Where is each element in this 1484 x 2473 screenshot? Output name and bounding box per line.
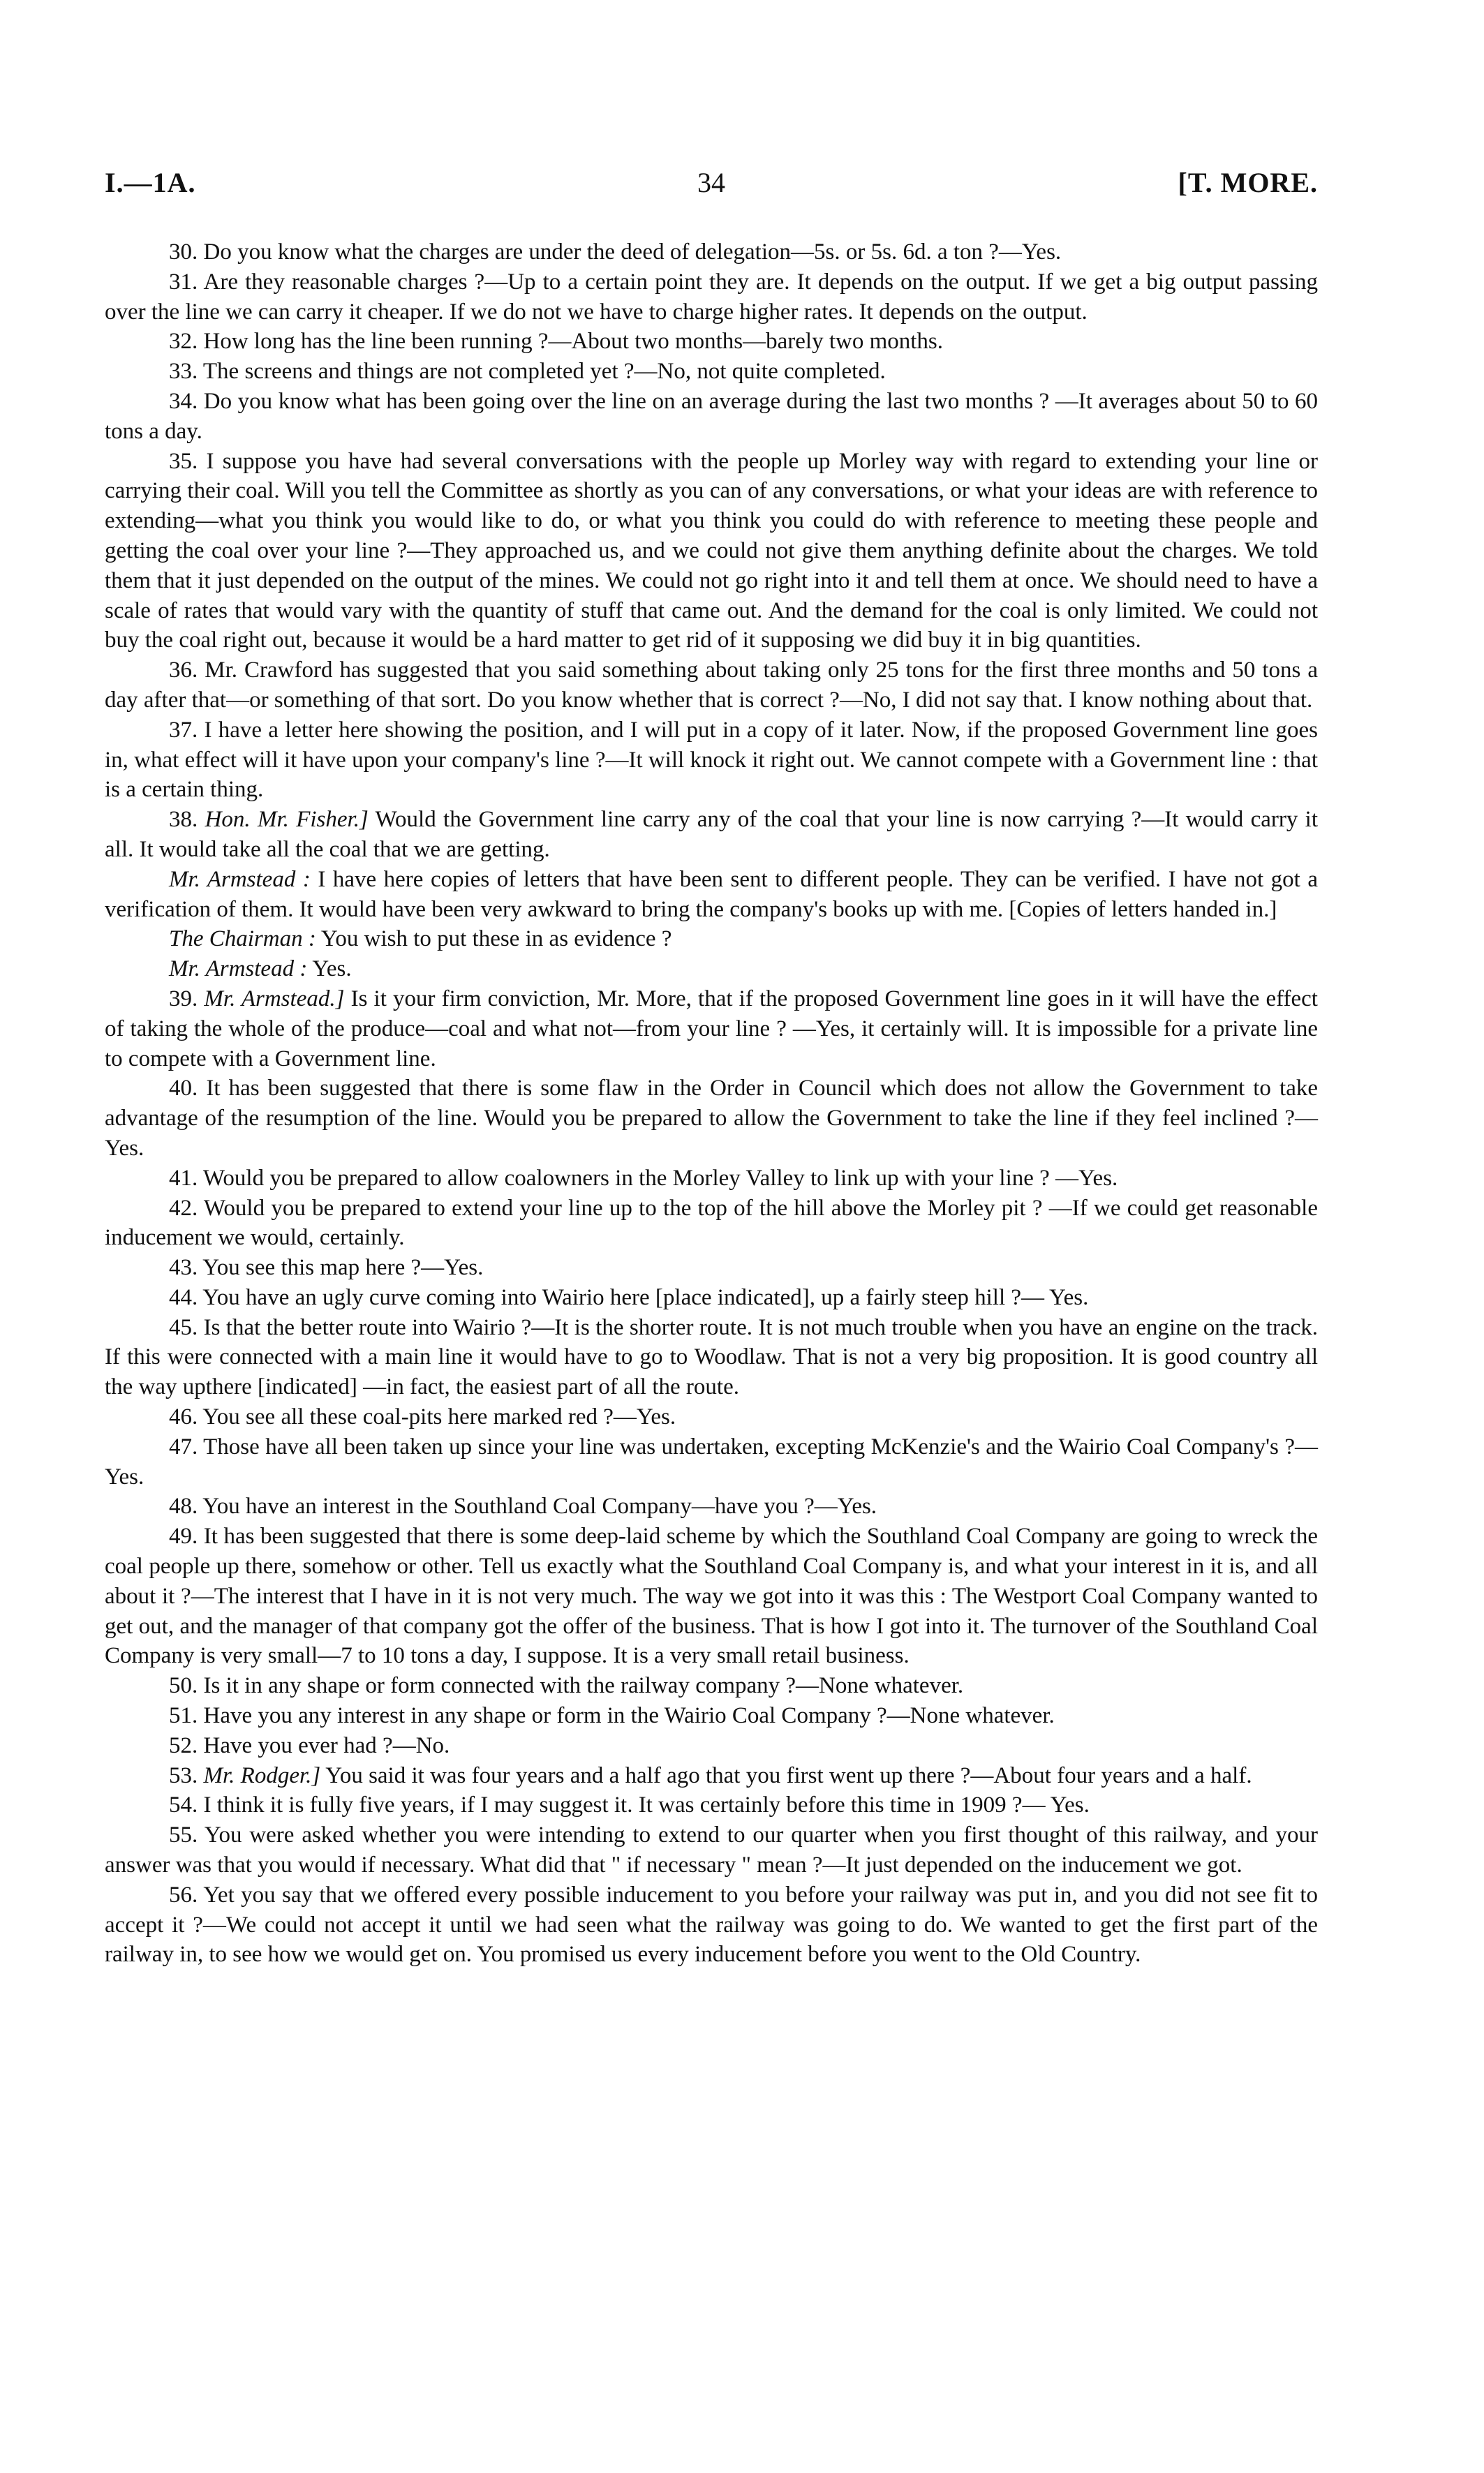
paragraph-50: 50. Is it in any shape or form connected with the railway company ?—None whatever. xyxy=(169,1673,964,1699)
paragraph-42: 42. Would you be prepared to extend your line up to the top of the hill above the Morley pit ? —If we could get reasonable inducement we would, certainly. xyxy=(105,1195,1318,1251)
paragraph-30: 30. Do you know what the charges are under the deed of delegation—5s. or 5s. 6d. a ton ?—Yes. xyxy=(169,239,1062,265)
paragraph-40: 40. It has been suggested that there is some flaw in the Order in Council which does not allow the Government to take advantage of the resumption of the line. Would you be prepared to allow the Government to take the line if they feel inclined ?—Yes. xyxy=(105,1076,1318,1161)
paragraph-48: 48. You have an interest in the Southland Coal Company—have you ?—Yes. xyxy=(169,1494,877,1520)
page-number: 34 xyxy=(697,167,725,198)
paragraph-43: 43. You see this map here ?—Yes. xyxy=(169,1255,484,1281)
speaker-label: The Chairman : xyxy=(169,926,316,952)
paragraph-44: 44. You have an ugly curve coming into Wairio here [place indicated], up a fairly steep hill ?— Yes. xyxy=(169,1284,1089,1310)
paragraph-38: 38. Hon. Mr. Fisher.] Would the Government line carry any of the coal that your line is now carrying ?—It would carry it all. It would take all the coal that we are getting. xyxy=(105,807,1318,862)
paragraph-46: 46. You see all these coal-pits here marked red ?—Yes. xyxy=(169,1404,676,1430)
paragraph-51: 51. Have you any interest in any shape or form in the Wairio Coal Company ?—None whatever. xyxy=(169,1703,1055,1729)
statement-armstead-reply: Mr. Armstead : Yes. xyxy=(169,956,352,982)
page-header xyxy=(105,166,1318,208)
paragraph-49: 49. It has been suggested that there is some deep-laid scheme by which the Southland Coal Company are going to wreck the coal people up there, somehow or other. Tell us exactly what the Southland Coal Company is, and what your interest in it is, and all about it ?—The interest that I have in it is not very much. The way we got into it was this : The Westport Coal Company wanted to get out, and the manager of that company got the offer of the business. That is how I got into it. The turnover of the Southland Coal Company is very small—7 to 10 tons a day, I suppose. It is a very small retail business. xyxy=(105,1524,1318,1669)
speaker-label: Mr. Armstead.] xyxy=(204,986,345,1011)
paragraph-36: 36. Mr. Crawford has suggested that you said something about taking only 25 tons for the first three months and 50 tons a day after that—or something of that sort. Do you know whether that is correct ?—No, I did not say that. I know nothing about that. xyxy=(105,658,1318,713)
speaker-label: Mr. Rodger.] xyxy=(203,1762,321,1788)
paragraph-39: 39. Mr. Armstead.] Is it your firm conviction, Mr. More, that if the proposed Government line goes in it will have the effect of taking the whole of the produce—coal and what not—from your line ? —Yes, it certainly will. It is impossible for a private line to compete with a Government line. xyxy=(105,986,1318,1071)
paragraph-41: 41. Would you be prepared to allow coalowners in the Morley Valley to link up with your line ? —Yes. xyxy=(169,1165,1118,1191)
paragraph-32: 32. How long has the line been running ?—About two months—barely two months. xyxy=(169,329,944,355)
statement-armstead: Mr. Armstead : I have here copies of letters that have been sent to different people. They can be verified. I have not got a verification of them. It would have been very awkward to bring the company's books up with me. [Copies of letters handed in.] xyxy=(105,866,1318,922)
paragraph-45: 45. Is that the better route into Wairio ?—It is the shorter route. It is not much trouble when you have an engine on the track. If this were connected with a main line it would have to go to Woodlaw. That is not a very big proposition. It is good country all the way upthere [indicated] —in fact, the easiest part of all the route. xyxy=(105,1314,1318,1400)
speaker-label: Hon. Mr. Fisher.] xyxy=(205,807,369,833)
paragraph-37: 37. I have a letter here showing the position, and I will put in a copy of it later. Now, if the proposed Government line goes in, what effect will it have upon your company's line ?—It will knock it right out. We cannot compete with a Government line : that is a certain thing. xyxy=(105,717,1318,803)
paragraph-56: 56. Yet you say that we offered every possible inducement to you before your railway was put in, and you did not see fit to accept it ?—We could not accept it until we had seen what the railway was going to do. We wanted to get the first part of the railway in, to see how we would get on. You promised us every inducement before you went to the Old Country. xyxy=(105,1882,1318,1968)
paragraph-34: 34. Do you know what has been going over the line on an average during the last two months ? —It averages about 50 to 60 tons a day. xyxy=(105,388,1318,444)
paragraph-54: 54. I think it is fully five years, if I may suggest it. It was certainly before this time in 1909 ?— Yes. xyxy=(169,1792,1090,1818)
paragraph-35: 35. I suppose you have had several conversations with the people up Morley way with regard to extending your line or carrying their coal. Will you tell the Committee as shortly as you can of any conversations, or what your ideas are with reference to extending—what you think you would like to do, or what you think you could do with reference to meeting these people and getting the coal over your line ?—They approached us, and we could not give them anything definite about the charges. We told them that it just depended on the output of the mines. We could not go right into it and tell them at once. We should need to have a scale of rates that would vary with the quantity of stuff that came out. And the demand for the coal is only limited. We could not buy the coal right out, because it would be a hard matter to get rid of it supposing we did buy it in big quantities. xyxy=(105,448,1318,653)
paragraph-33: 33. The screens and things are not completed yet ?—No, not quite completed. xyxy=(169,359,886,385)
paragraph-52: 52. Have you ever had ?—No. xyxy=(169,1732,450,1758)
speaker-label: Mr. Armstead : xyxy=(169,866,311,892)
paragraph-55: 55. You were asked whether you were intending to extend to our quarter when you first thought of this railway, and your answer was that you would if necessary. What did that " if necessary " mean ?—It just depended on the inducement we got. xyxy=(105,1822,1318,1878)
speaker-label: Mr. Armstead : xyxy=(169,956,308,982)
document-body xyxy=(105,237,1318,1970)
paragraph-53: 53. Mr. Rodger.] You said it was four years and a half ago that you first went up there ?—About four years and a half. xyxy=(169,1762,1252,1788)
paragraph-47: 47. Those have all been taken up since your line was undertaken, excepting McKenzie's and the Wairio Coal Company's ?—Yes. xyxy=(105,1434,1318,1490)
document-reference: I.—1A. xyxy=(105,167,196,198)
statement-chairman: The Chairman : You wish to put these in as evidence ? xyxy=(169,926,672,952)
witness-name: [T. MORE. xyxy=(1178,167,1318,198)
paragraph-31: 31. Are they reasonable charges ?—Up to a certain point they are. It depends on the output. If we get a big output passing over the line we can carry it cheaper. If we do not we have to charge higher rates. It depends on the output. xyxy=(105,269,1318,325)
